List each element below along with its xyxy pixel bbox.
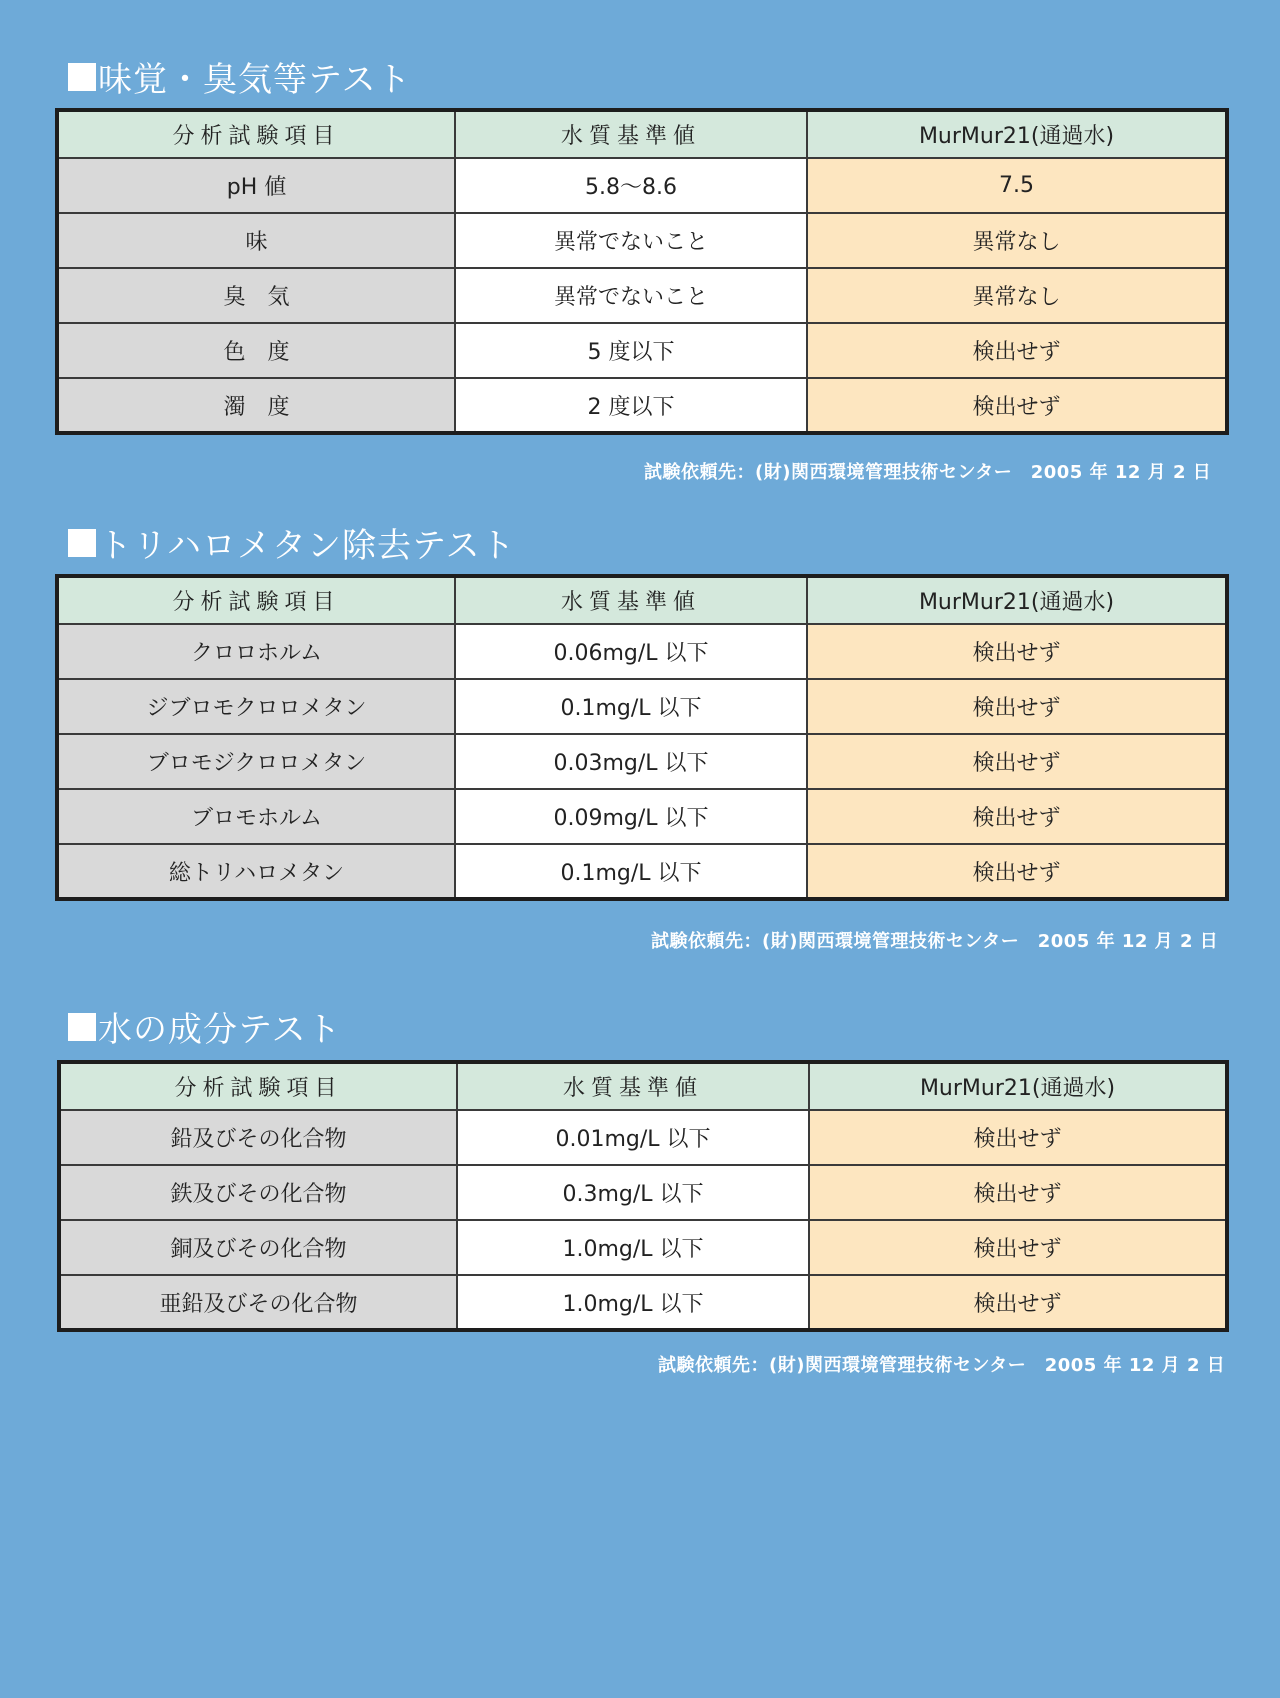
table-row xyxy=(59,1220,1227,1275)
section2-title-text: トリハロメタン除去テスト xyxy=(98,526,516,566)
section1-title-text: 味覚・臭気等テスト xyxy=(98,60,412,100)
square-bullet-icon xyxy=(68,529,96,557)
table-header-row xyxy=(59,1062,1227,1110)
header-result: MurMur21(通過水) xyxy=(807,576,1227,624)
result-cell: 検出せず xyxy=(807,734,1227,789)
item-cell: 鉛及びその化合物 xyxy=(59,1110,457,1165)
square-bullet-icon xyxy=(68,1013,96,1041)
trihalomethane-table xyxy=(55,574,1229,901)
standard-cell: 1.0mg/L 以下 xyxy=(457,1275,809,1330)
table-row xyxy=(57,213,1227,268)
table-row xyxy=(57,268,1227,323)
table-row xyxy=(57,734,1227,789)
item-cell: ブロモホルム xyxy=(57,789,455,844)
standard-cell: 0.06mg/L 以下 xyxy=(455,624,807,679)
item-cell: 総トリハロメタン xyxy=(57,844,455,899)
square-bullet-icon xyxy=(68,63,96,91)
item-cell: 濁 度 xyxy=(57,378,455,433)
result-cell: 検出せず xyxy=(807,789,1227,844)
table-row xyxy=(59,1275,1227,1330)
result-cell: 検出せず xyxy=(807,679,1227,734)
item-cell: 鉄及びその化合物 xyxy=(59,1165,457,1220)
standard-cell: 0.09mg/L 以下 xyxy=(455,789,807,844)
item-cell: pH 値 xyxy=(57,158,455,213)
item-cell: 亜鉛及びその化合物 xyxy=(59,1275,457,1330)
standard-cell: 1.0mg/L 以下 xyxy=(457,1220,809,1275)
header-standard: 水質基準値 xyxy=(455,110,807,158)
header-standard: 水質基準値 xyxy=(457,1062,809,1110)
result-cell: 検出せず xyxy=(809,1275,1227,1330)
table-row xyxy=(57,679,1227,734)
test-source-note: 試験依頼先：(財)関西環境管理技術センター 2005 年 12 月 2 日 xyxy=(658,1355,1226,1376)
standard-cell: 0.3mg/L 以下 xyxy=(457,1165,809,1220)
header-standard: 水質基準値 xyxy=(455,576,807,624)
table-row xyxy=(57,158,1227,213)
standard-cell: 0.1mg/L 以下 xyxy=(455,844,807,899)
result-cell: 検出せず xyxy=(809,1165,1227,1220)
standard-cell: 5.8〜8.6 xyxy=(455,158,807,213)
table-row xyxy=(59,1165,1227,1220)
item-cell: 臭 気 xyxy=(57,268,455,323)
table-row xyxy=(59,1110,1227,1165)
result-cell: 検出せず xyxy=(807,378,1227,433)
item-cell: 味 xyxy=(57,213,455,268)
test-source-note: 試験依頼先：(財)関西環境管理技術センター 2005 年 12 月 2 日 xyxy=(651,931,1219,952)
header-result: MurMur21(通過水) xyxy=(807,110,1227,158)
header-result: MurMur21(通過水) xyxy=(809,1062,1227,1110)
table-row xyxy=(57,624,1227,679)
water-component-table xyxy=(57,1060,1229,1332)
item-cell: ジブロモクロロメタン xyxy=(57,679,455,734)
header-item: 分析試験項目 xyxy=(57,576,455,624)
item-cell: ブロモジクロロメタン xyxy=(57,734,455,789)
item-cell: 銅及びその化合物 xyxy=(59,1220,457,1275)
test-source-note: 試験依頼先：(財)関西環境管理技術センター 2005 年 12 月 2 日 xyxy=(644,462,1212,483)
standard-cell: 0.01mg/L 以下 xyxy=(457,1110,809,1165)
item-cell: 色 度 xyxy=(57,323,455,378)
header-item: 分析試験項目 xyxy=(57,110,455,158)
result-cell: 検出せず xyxy=(809,1110,1227,1165)
taste-odor-table xyxy=(55,108,1229,435)
standard-cell: 0.1mg/L 以下 xyxy=(455,679,807,734)
section1-title xyxy=(68,52,412,101)
item-cell: クロロホルム xyxy=(57,624,455,679)
result-cell: 検出せず xyxy=(807,844,1227,899)
table-row xyxy=(57,378,1227,433)
table-row xyxy=(57,789,1227,844)
table-row xyxy=(57,844,1227,899)
result-cell: 異常なし xyxy=(807,268,1227,323)
result-cell: 7.5 xyxy=(807,158,1227,213)
result-cell: 検出せず xyxy=(809,1220,1227,1275)
standard-cell: 異常でないこと xyxy=(455,268,807,323)
standard-cell: 5 度以下 xyxy=(455,323,807,378)
standard-cell: 異常でないこと xyxy=(455,213,807,268)
standard-cell: 0.03mg/L 以下 xyxy=(455,734,807,789)
result-cell: 異常なし xyxy=(807,213,1227,268)
table-header-row xyxy=(57,110,1227,158)
section3-title-text: 水の成分テスト xyxy=(98,1010,342,1050)
header-item: 分析試験項目 xyxy=(59,1062,457,1110)
table-row xyxy=(57,323,1227,378)
section2-title xyxy=(68,518,516,567)
standard-cell: 2 度以下 xyxy=(455,378,807,433)
result-cell: 検出せず xyxy=(807,323,1227,378)
section3-title xyxy=(68,1002,342,1051)
result-cell: 検出せず xyxy=(807,624,1227,679)
table-header-row xyxy=(57,576,1227,624)
